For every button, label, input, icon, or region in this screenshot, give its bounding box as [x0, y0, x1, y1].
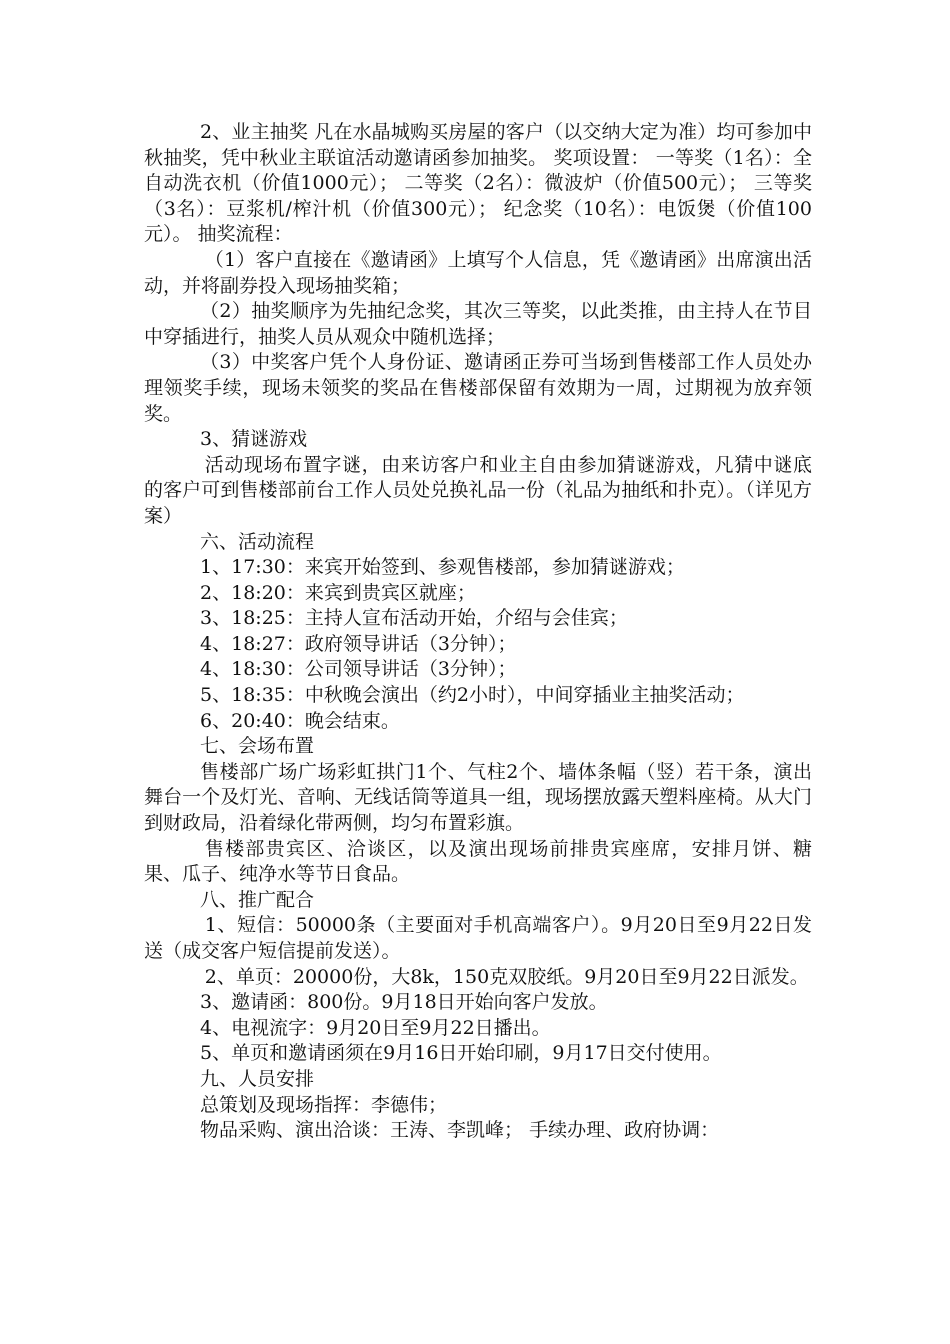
flow-item: 4、18:27：政府领导讲话（3分钟）； [200, 632, 517, 655]
heading-staffing: 九、人员安排 [200, 1067, 315, 1090]
heading-venue-layout: 七、会场布置 [200, 735, 315, 758]
flow-item: 3、18:25：主持人宣布活动开始，介绍与会佳宾； [200, 607, 628, 630]
lottery-step-3: （3）中奖客户凭个人身份证、邀请函正券可当场到售楼部工作人员处办理领奖手续，现场未领奖的奖品在售楼部保留有效期为一周，过期视为放弃领奖。 [144, 351, 812, 425]
paragraph-owner-lottery: 2、业主抽奖 凡在水晶城购买房屋的客户（以交纳大定为准）均可参加中秋抽奖，凭中秋业主联谊活动邀请函参加抽奖。 奖项设置： 一等奖（1名）：全自动洗衣机（价值1000元）； 二等奖（2名）：微波炉（价值500元）； 三等奖（3名）：豆浆机/榨汁机（价值300元）； 纪念奖（10名）：电饭煲（价值100元）。 抽奖流程： [144, 121, 812, 246]
flow-item: 1、17:30：来宾开始签到、参观售楼部，参加猜谜游戏； [200, 556, 685, 579]
flow-item: 5、18:35：中秋晚会演出（约2小时），中间穿插业主抽奖活动； [200, 684, 745, 707]
paragraph-vip-area: 售楼部贵宾区、洽谈区，以及演出现场前排贵宾座席，安排月饼、糖果、瓜子、纯净水等节日食品。 [144, 837, 812, 886]
lottery-step-1: （1）客户直接在《邀请函》上填写个人信息，凭《邀请函》出席演出活动，并将副券投入现场抽奖箱； [144, 248, 812, 297]
promotion-item: 2、单页：20000份，大8k，150克双胶纸。9月20日至9月22日派发。 [204, 965, 809, 988]
flow-item: 6、20:40：晚会结束。 [200, 709, 400, 732]
promotion-item: 1、短信：50000条（主要面对手机高端客户）。9月20日至9月22日发送（成交客户短信提前发送）。 [144, 914, 812, 962]
heading-promotion: 八、推广配合 [200, 888, 315, 911]
heading-riddle-game: 3、猜谜游戏 [200, 428, 308, 451]
paragraph-venue-layout: 售楼部广场广场彩虹拱门1个、气柱2个、墙体条幅（竖）若干条，演出舞台一个及灯光、音响、无线话筒等道具一组，现场摆放露天塑料座椅。从大门到财政局，沿着绿化带两侧，均匀布置彩旗。 [144, 760, 812, 835]
flow-item: 2、18:20：来宾到贵宾区就座； [200, 581, 476, 604]
flow-item: 4、18:30：公司领导讲话（3分钟）； [200, 658, 517, 681]
staffing-item: 总策划及现场指挥：李德伟； [200, 1093, 448, 1116]
heading-event-flow: 六、活动流程 [200, 530, 315, 553]
promotion-item: 3、邀请函：800份。9月18日开始向客户发放。 [200, 991, 608, 1014]
paragraph-riddle-game: 活动现场布置字谜，由来访客户和业主自由参加猜谜游戏，凡猜中谜底的客户可到售楼部前台工作人员处兑换礼品一份（礼品为抽纸和扑克）。（详见方案） [144, 453, 812, 527]
staffing-item: 物品采购、演出洽谈：王涛、李凯峰； 手续办理、政府协调： [200, 1119, 720, 1142]
promotion-item: 5、单页和邀请函须在9月16日开始印刷，9月17日交付使用。 [200, 1042, 722, 1065]
promotion-item: 4、电视流字：9月20日至9月22日播出。 [200, 1016, 551, 1039]
lottery-step-2: （2）抽奖顺序为先抽纪念奖，其次三等奖，以此类推，由主持人在节目中穿插进行，抽奖人员从观众中随机选择； [144, 300, 812, 348]
document-body [144, 120, 812, 1144]
